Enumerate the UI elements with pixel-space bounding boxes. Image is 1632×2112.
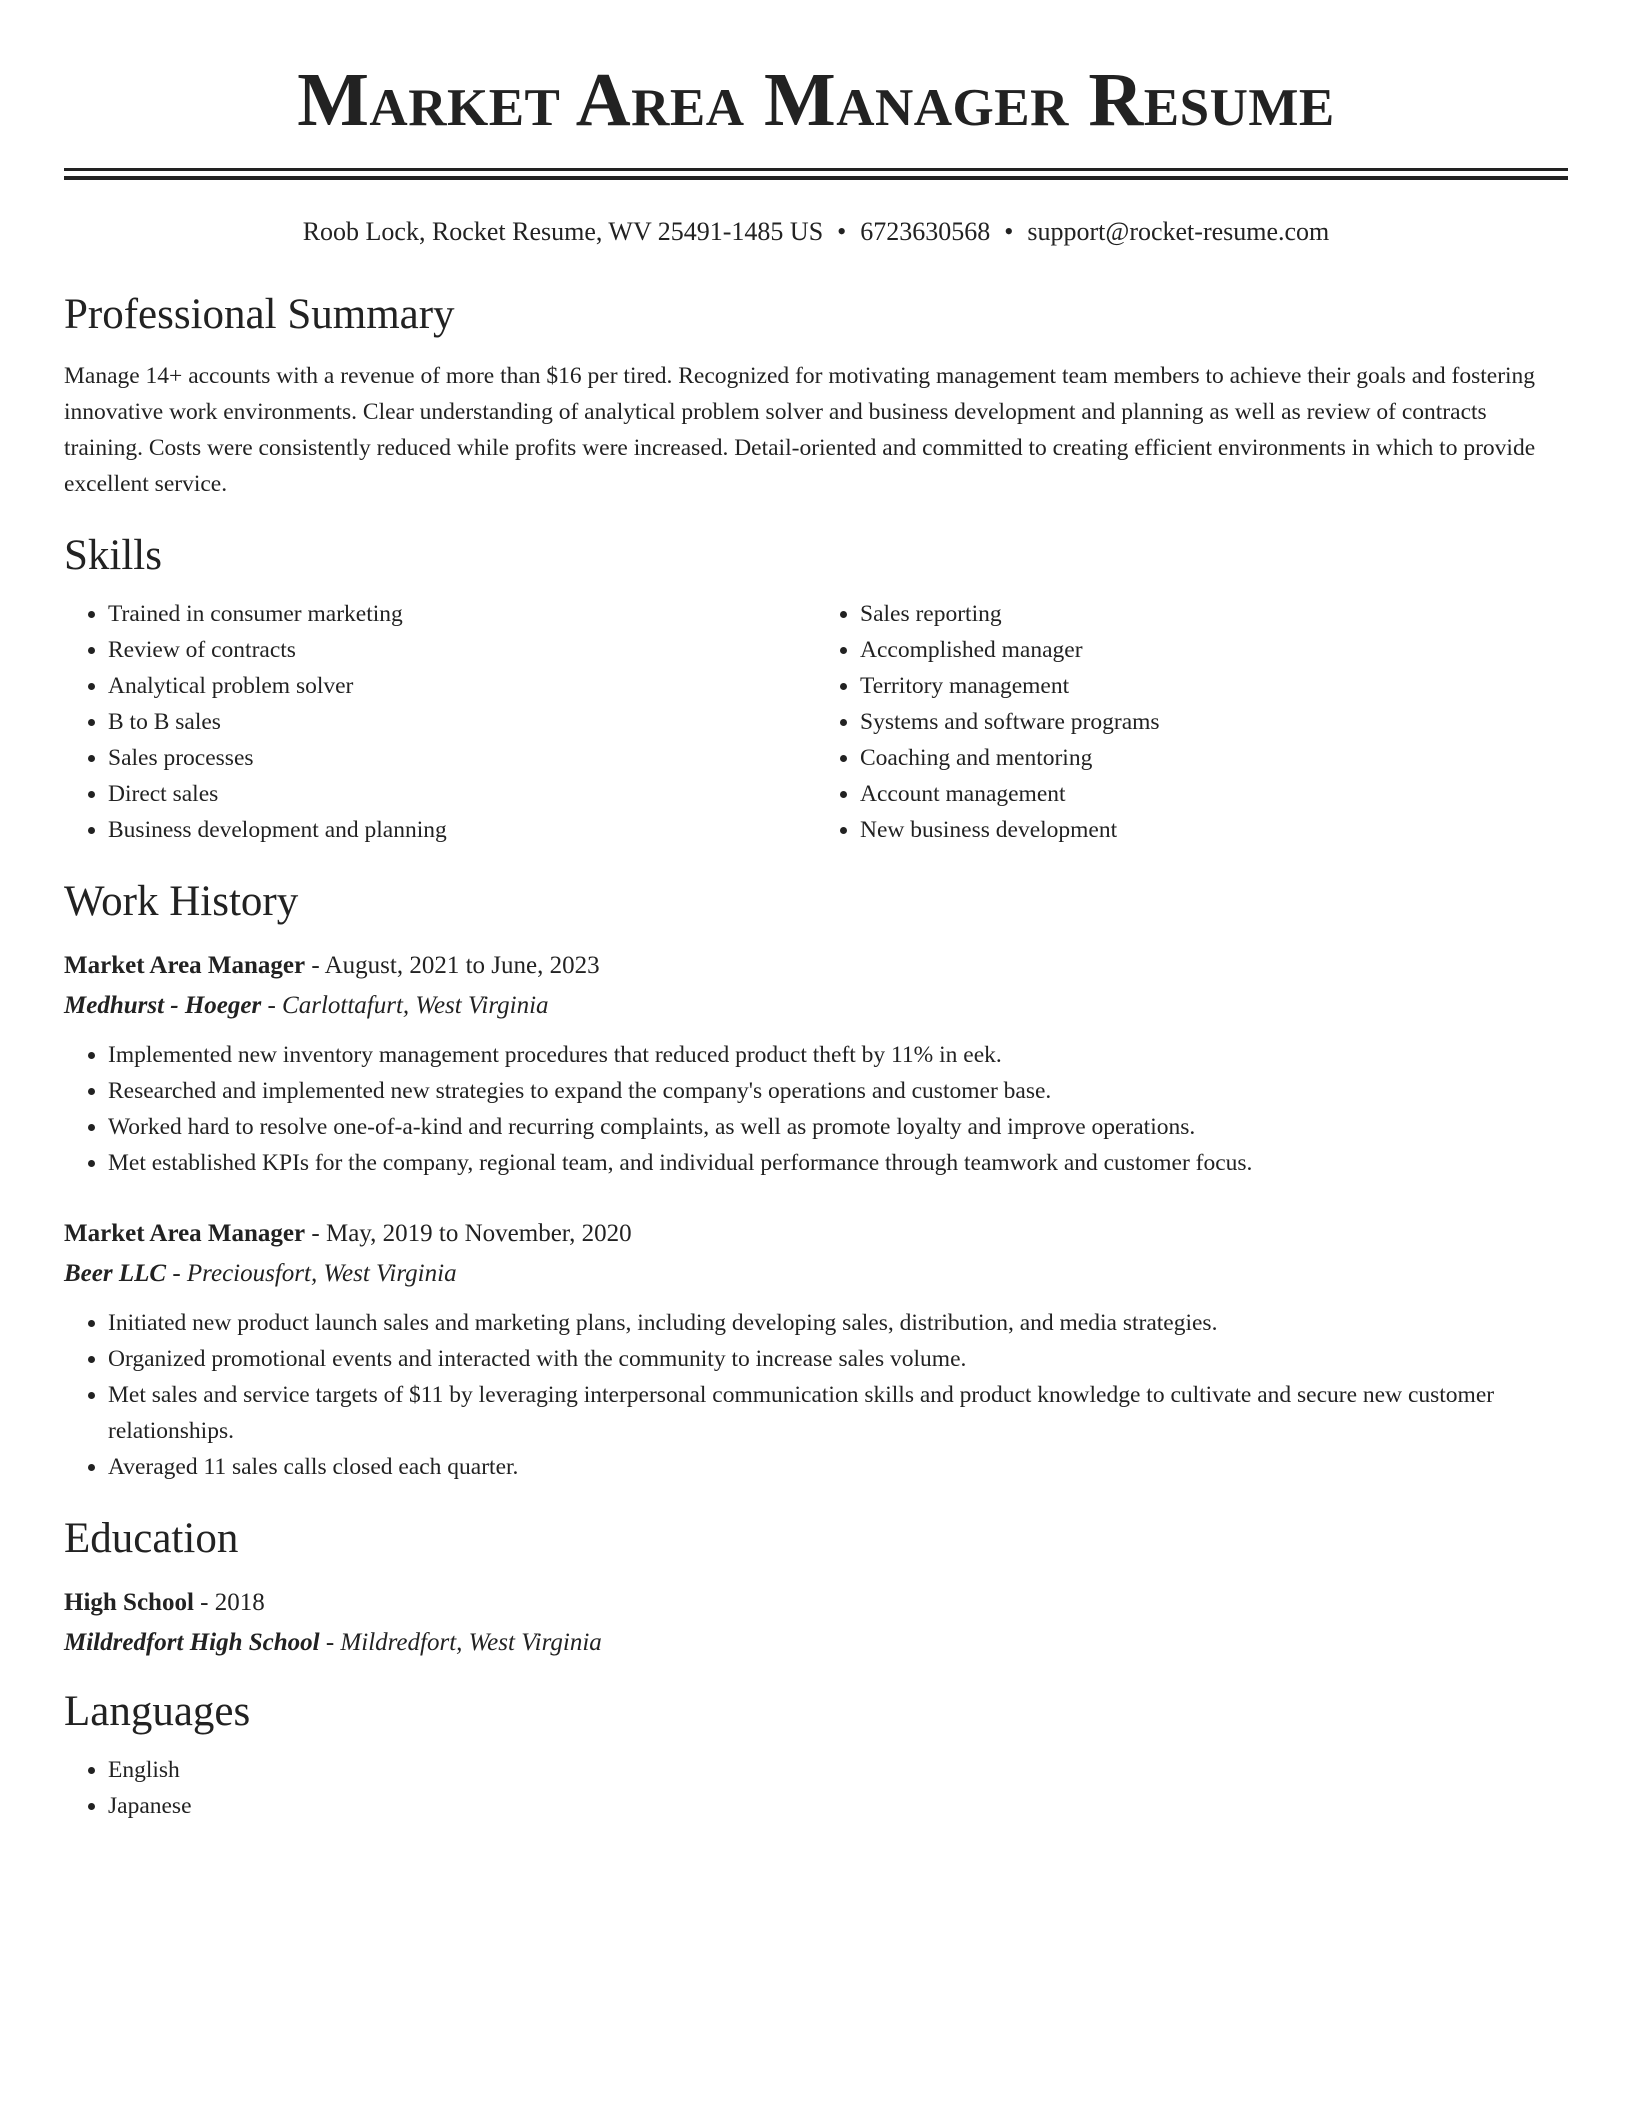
education-school-line xyxy=(64,1628,1568,1658)
education-location: - Mildredfort, West Virginia xyxy=(319,1629,602,1657)
job-company: Beer LLC xyxy=(64,1260,167,1288)
skill-item: • Trained in consumer marketing xyxy=(108,596,816,632)
skill-item: • Account management xyxy=(860,776,1568,812)
contact-separator: • xyxy=(1004,217,1014,246)
education-heading: Education xyxy=(64,1515,239,1563)
job-title: Market Area Manager xyxy=(64,1220,306,1248)
job-entry xyxy=(64,1219,1568,1485)
resume-title: Market Area Manager Resume xyxy=(297,58,1335,142)
title-divider-bottom xyxy=(64,176,1568,180)
job-entry xyxy=(64,951,1568,1181)
job-bullets xyxy=(64,1037,1568,1181)
job-bullet: • Averaged 11 sales calls closed each quarter. xyxy=(108,1449,1568,1485)
skill-item: • New business development xyxy=(860,812,1568,848)
language-item: • English xyxy=(108,1752,1568,1788)
job-title: Market Area Manager xyxy=(64,952,306,980)
job-company: Medhurst - Hoeger xyxy=(64,992,262,1020)
skills-heading: Skills xyxy=(64,532,162,580)
job-company-line xyxy=(64,1259,1568,1289)
job-location: - Preciousfort, West Virginia xyxy=(166,1260,457,1288)
contact-address: Roob Lock, Rocket Resume, WV 25491-1485 US xyxy=(302,217,824,246)
job-bullet: • Implemented new inventory management procedures that reduced product theft by 11% in eek. xyxy=(108,1037,1568,1073)
languages-heading: Languages xyxy=(64,1688,251,1736)
education-degree: High School xyxy=(64,1589,194,1617)
skill-item: • Analytical problem solver xyxy=(108,668,816,704)
contact-separator: • xyxy=(837,217,847,246)
skills-left-list xyxy=(64,596,816,848)
education-degree-line xyxy=(64,1588,1568,1618)
job-bullets xyxy=(64,1305,1568,1485)
language-item: • Japanese xyxy=(108,1788,1568,1824)
skill-item: • Sales reporting xyxy=(860,596,1568,632)
skill-item: • B to B sales xyxy=(108,704,816,740)
skill-item: • Direct sales xyxy=(108,776,816,812)
skill-item: • Systems and software programs xyxy=(860,704,1568,740)
job-dates: - August, 2021 to June, 2023 xyxy=(305,952,600,980)
education-school: Mildredfort High School xyxy=(64,1629,320,1657)
contact-line xyxy=(64,216,1568,247)
job-dates: - May, 2019 to November, 2020 xyxy=(305,1220,632,1248)
skill-item: • Accomplished manager xyxy=(860,632,1568,668)
job-bullet: • Met sales and service targets of $11 by leveraging interpersonal communication skills and product knowledge to cultivate and secure new customer relationships. xyxy=(108,1377,1568,1449)
job-title-line xyxy=(64,951,1568,981)
job-bullet: • Worked hard to resolve one-of-a-kind and recurring complaints, as well as promote loyalty and improve operations. xyxy=(108,1109,1568,1145)
skills-right-list xyxy=(816,596,1568,848)
summary-heading: Professional Summary xyxy=(64,291,455,339)
skill-item: • Business development and planning xyxy=(108,812,816,848)
contact-email: support@rocket-resume.com xyxy=(1027,217,1330,246)
skill-item: • Review of contracts xyxy=(108,632,816,668)
skills-columns xyxy=(64,596,1568,848)
job-bullet: • Initiated new product launch sales and marketing plans, including developing sales, distribution, and media strategies. xyxy=(108,1305,1568,1341)
education-year: - 2018 xyxy=(193,1589,265,1617)
languages-list xyxy=(64,1752,1568,1824)
skill-item: • Coaching and mentoring xyxy=(860,740,1568,776)
job-title-line xyxy=(64,1219,1568,1249)
skill-item: • Territory management xyxy=(860,668,1568,704)
job-bullet: • Organized promotional events and interacted with the community to increase sales volume. xyxy=(108,1341,1568,1377)
summary-text: Manage 14+ accounts with a revenue of more than $16 per tired. Recognized for motivating management team members to achieve their goals and fostering innovative work environments. Clear understanding of analytical problem solver and business development and planning as well as review of contracts training. Costs were consistently reduced while profits were increased. Detail-oriented and committed to creating efficient environments in which to provide excellent service. xyxy=(64,363,1536,498)
contact-phone: 6723630568 xyxy=(860,217,991,246)
title-divider-top xyxy=(64,168,1568,171)
job-company-line xyxy=(64,991,1568,1021)
job-location: - Carlottafurt, West Virginia xyxy=(261,992,549,1020)
job-bullet: • Met established KPIs for the company, regional team, and individual performance through teamwork and customer focus. xyxy=(108,1145,1568,1181)
skill-item: • Sales processes xyxy=(108,740,816,776)
job-bullet: • Researched and implemented new strategies to expand the company's operations and customer base. xyxy=(108,1073,1568,1109)
work-history-heading: Work History xyxy=(64,877,299,925)
